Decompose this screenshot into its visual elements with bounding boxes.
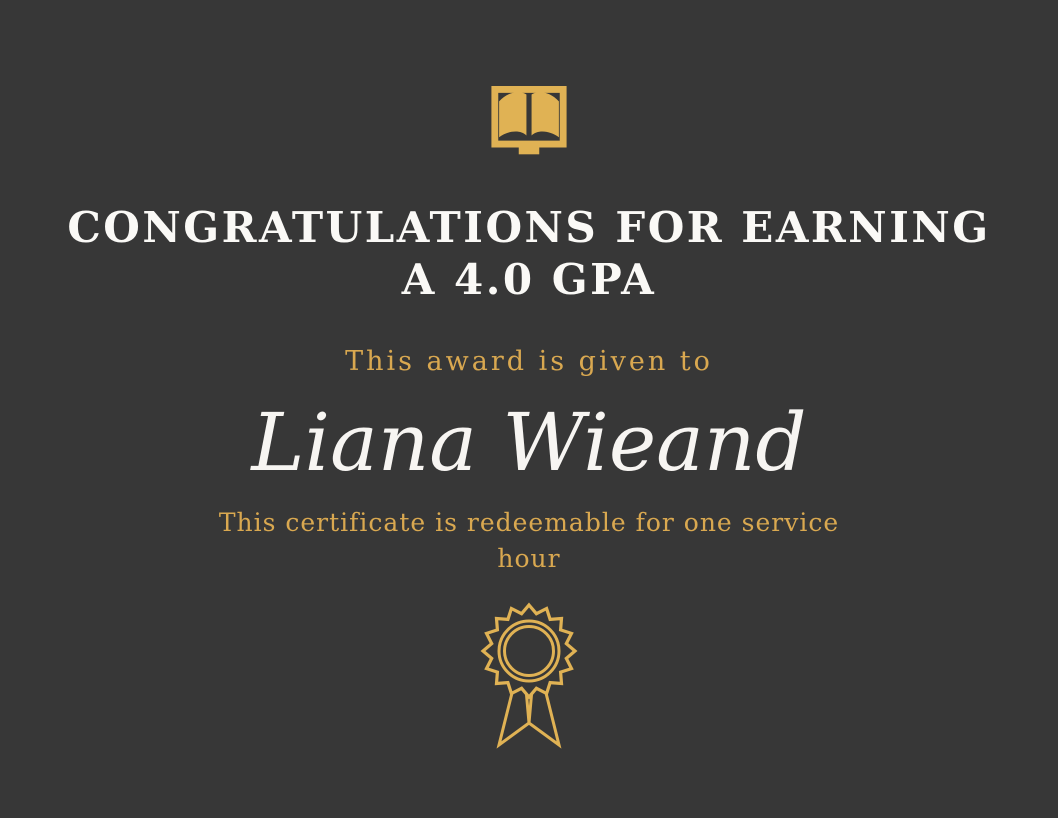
certificate-description	[219, 505, 839, 577]
certificate-description-line1: This certificate is redeemable for one service	[218, 508, 840, 537]
open-book-icon	[488, 83, 570, 158]
recipient-name: Liana Wieand	[251, 396, 807, 489]
certificate-title-line2: A 4.0 GPA	[401, 255, 657, 304]
certificate-description-line2: hour	[497, 544, 561, 573]
award-subtitle: This award is given to	[345, 346, 713, 377]
award-ribbon-icon	[477, 599, 581, 751]
certificate-title-line1: CONGRATULATIONS FOR EARNING	[67, 203, 991, 252]
certificate-title	[67, 202, 990, 306]
